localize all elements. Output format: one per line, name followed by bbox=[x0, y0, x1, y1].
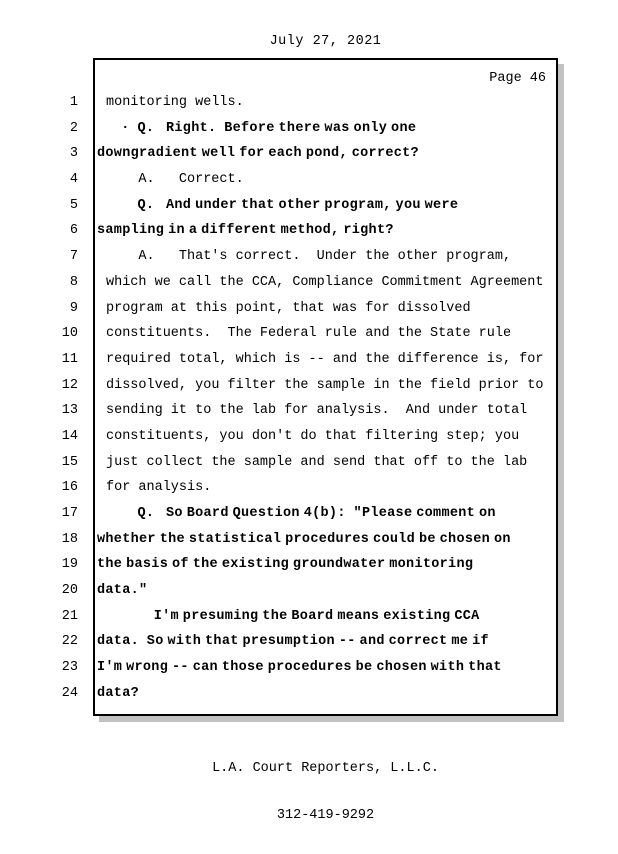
transcript-line bbox=[0, 347, 618, 373]
line-text: I'm presuming the Board means existing CCA bbox=[153, 608, 480, 624]
line-text: whether the statistical procedures could be chosen on bbox=[97, 531, 511, 547]
line-text: dissolved, you filter the sample in the field prior to bbox=[106, 377, 544, 393]
line-number: 6 bbox=[69, 223, 78, 239]
transcript-line bbox=[0, 398, 618, 424]
transcript-line bbox=[0, 604, 618, 630]
transcript-line bbox=[0, 629, 618, 655]
line-text: · Q. Right. Before there was only one bbox=[121, 120, 417, 136]
line-text: just collect the sample and send that off to the lab bbox=[106, 454, 528, 470]
line-number: 9 bbox=[69, 300, 78, 316]
line-number: 7 bbox=[69, 249, 78, 265]
line-number: 23 bbox=[61, 660, 78, 676]
line-text: program at this point, that was for dissolved bbox=[106, 300, 471, 316]
line-text: data. So with that presumption -- and correct me if bbox=[97, 634, 489, 650]
transcript-line bbox=[0, 655, 618, 681]
line-text: data." bbox=[97, 583, 148, 599]
transcript-line bbox=[0, 527, 618, 553]
line-number: 11 bbox=[61, 351, 78, 367]
line-number: 14 bbox=[61, 428, 78, 444]
page-number-label: Page 46 bbox=[489, 71, 546, 86]
line-text: monitoring wells. bbox=[106, 95, 244, 110]
line-text: sampling in a different method, right? bbox=[97, 223, 394, 239]
line-number: 12 bbox=[61, 377, 78, 393]
transcript-line bbox=[0, 373, 618, 399]
line-text: A. That's correct. Under the other program, bbox=[138, 249, 512, 265]
line-number: 18 bbox=[61, 531, 78, 547]
line-number: 19 bbox=[61, 557, 78, 573]
line-number: 13 bbox=[61, 403, 78, 419]
line-number: 17 bbox=[61, 506, 78, 521]
line-number: 10 bbox=[61, 326, 78, 342]
footer bbox=[93, 730, 558, 854]
transcript-line bbox=[0, 218, 618, 244]
line-number: 4 bbox=[69, 172, 78, 188]
line-number: 16 bbox=[61, 480, 78, 496]
transcript-lines bbox=[0, 90, 618, 707]
line-text: constituents, you don't do that filtering step; you bbox=[106, 428, 520, 444]
line-text: downgradient well for each pond, correct? bbox=[97, 146, 419, 162]
transcript-line bbox=[0, 578, 618, 604]
transcript-line bbox=[0, 141, 618, 167]
header-date: July 27, 2021 bbox=[269, 34, 382, 49]
footer-phone: 312-419-9292 bbox=[276, 807, 375, 823]
line-text: required total, which is -- and the difference is, for bbox=[106, 351, 544, 367]
line-text: constituents. The Federal rule and the State rule bbox=[106, 326, 512, 342]
line-number: 21 bbox=[61, 608, 78, 624]
transcript-line bbox=[0, 244, 618, 270]
transcript-line bbox=[0, 552, 618, 578]
line-text: data? bbox=[97, 685, 140, 701]
line-text: Q. So Board Question 4(b): "Please comment on bbox=[137, 506, 496, 521]
transcript-line bbox=[0, 450, 618, 476]
transcript-line bbox=[0, 424, 618, 450]
line-text: sending it to the lab for analysis. And under total bbox=[106, 403, 528, 419]
line-number: 8 bbox=[69, 274, 78, 290]
transcript-line bbox=[0, 321, 618, 347]
line-text: the basis of the existing groundwater monitoring bbox=[97, 557, 474, 573]
footer-company: L.A. Court Reporters, L.L.C. bbox=[212, 761, 439, 776]
transcript-line bbox=[0, 116, 618, 142]
line-number: 5 bbox=[69, 197, 78, 213]
line-number: 3 bbox=[69, 146, 78, 162]
transcript-line bbox=[0, 681, 618, 707]
line-text: A. Correct. bbox=[138, 172, 244, 188]
transcript-line bbox=[0, 501, 618, 527]
line-text: which we call the CCA, Compliance Commitment Agreement bbox=[106, 274, 544, 290]
line-number: 2 bbox=[69, 120, 78, 136]
line-number: 20 bbox=[61, 583, 78, 599]
line-number: 22 bbox=[61, 634, 78, 650]
line-text: Q. And under that other program, you were bbox=[137, 197, 459, 213]
transcript-line bbox=[0, 193, 618, 219]
transcript-line bbox=[0, 475, 618, 501]
transcript-line bbox=[0, 296, 618, 322]
line-text: I'm wrong -- can those procedures be chosen with that bbox=[97, 660, 502, 676]
transcript-line bbox=[0, 270, 618, 296]
line-text: for analysis. bbox=[106, 480, 212, 496]
line-number: 15 bbox=[61, 454, 78, 470]
line-number: 24 bbox=[61, 685, 78, 701]
line-number: 1 bbox=[69, 95, 78, 110]
transcript-line bbox=[0, 90, 618, 116]
transcript-line bbox=[0, 167, 618, 193]
